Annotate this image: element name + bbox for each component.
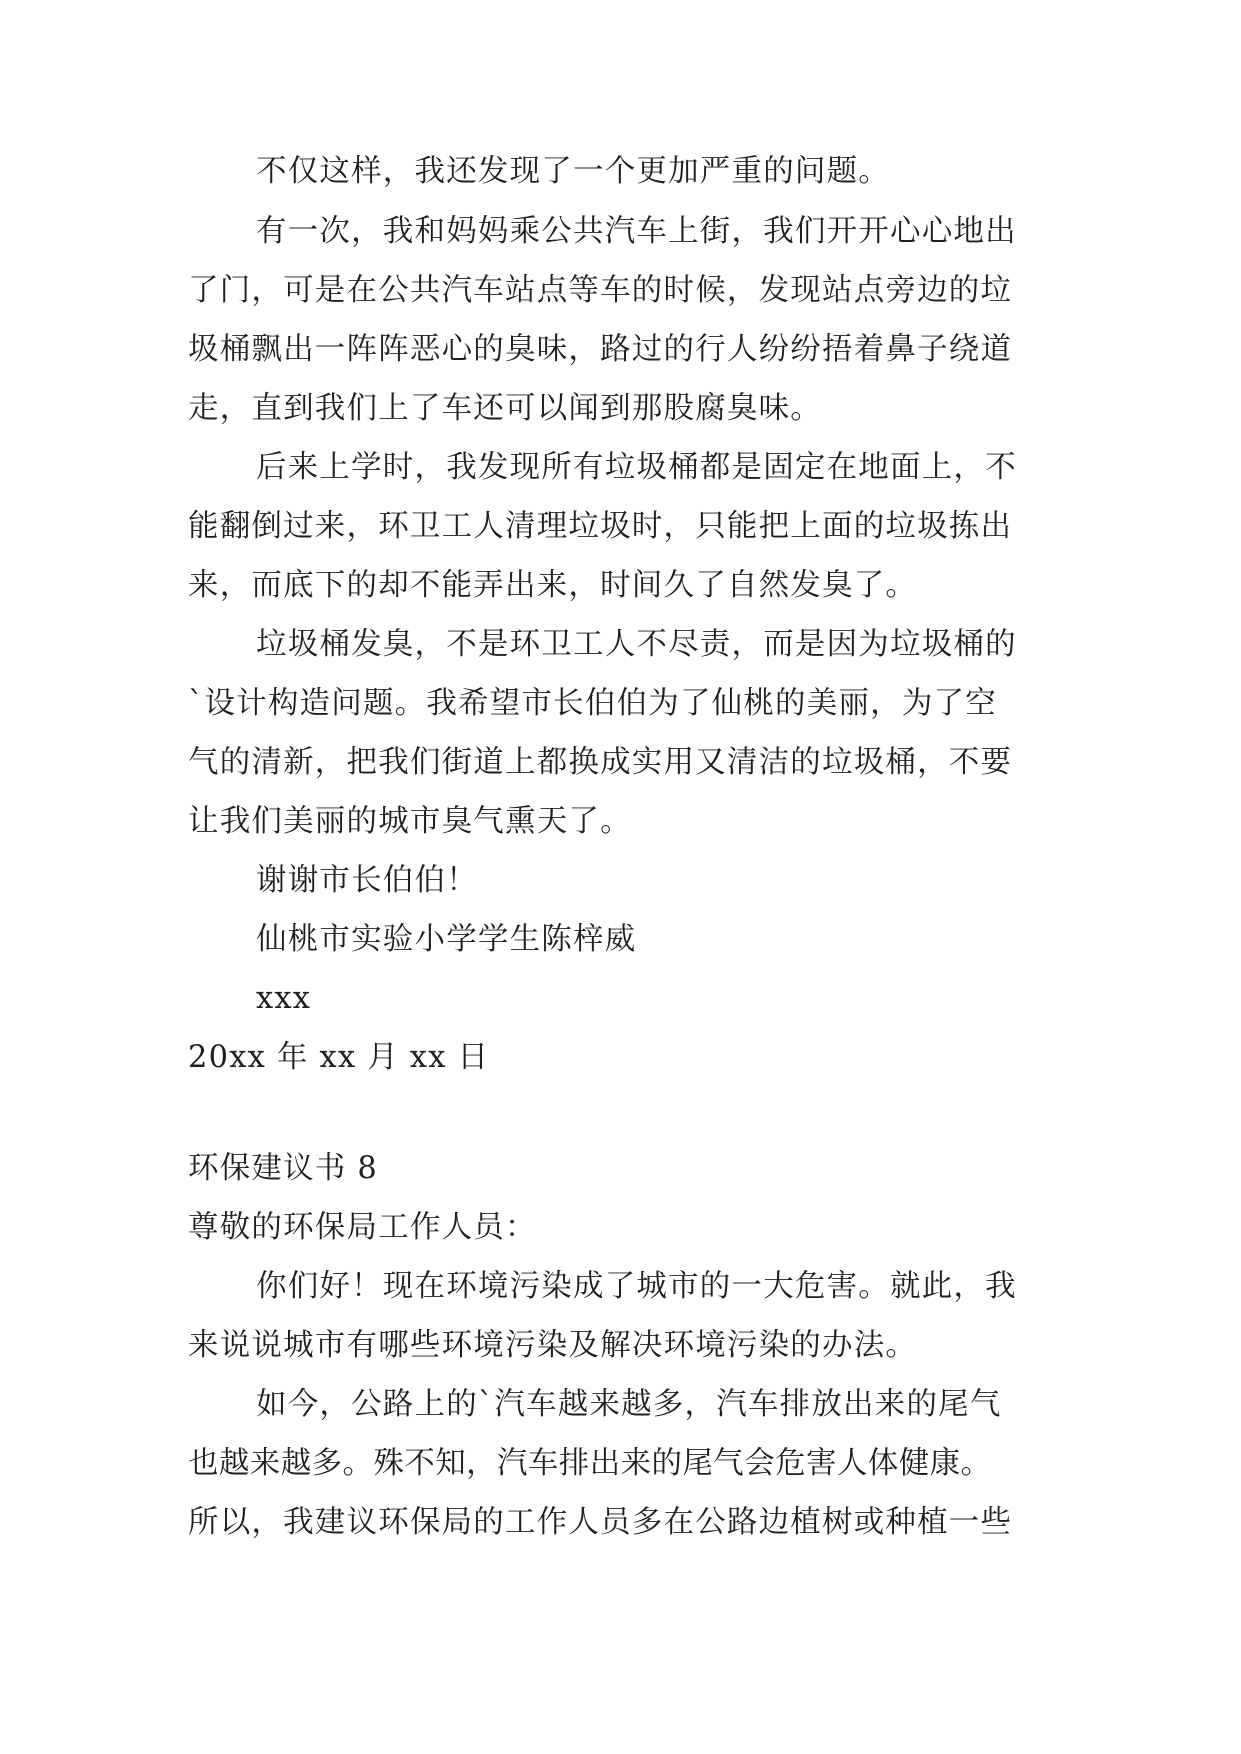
text-line: 有一次，我和妈妈乘公共汽车上街，我们开开心心地出	[256, 214, 1017, 249]
signature-line: 仙桃市实验小学学生陈梓威	[256, 922, 637, 957]
date-line: 20xx 年 xx 月 xx 日	[188, 1040, 490, 1075]
text-line: `设计构造问题。我希望市长伯伯为了仙桃的美丽，为了空	[188, 686, 997, 721]
text-line: 圾桶飘出一阵阵恶心的臭味，路过的行人纷纷捂着鼻子绕道	[188, 332, 1013, 367]
signature-name: xxx	[256, 981, 312, 1016]
closing-thanks: 谢谢市长伯伯！	[256, 863, 478, 898]
text-line: 走，直到我们上了车还可以闻到那股腐臭味。	[188, 391, 822, 426]
text-line: 不仅这样，我还发现了一个更加严重的问题。	[256, 154, 890, 189]
text-line: 垃圾桶发臭，不是环卫工人不尽责，而是因为垃圾桶的	[256, 627, 1017, 662]
text-line: 如今，公路上的`汽车越来越多，汽车排放出来的尾气	[256, 1387, 1002, 1422]
text-line: 后来上学时，我发现所有垃圾桶都是固定在地面上，不	[256, 450, 1017, 485]
text-line: 你们好！现在环境污染成了城市的一大危害。就此，我	[256, 1269, 1017, 1304]
text-line: 也越来越多。殊不知，汽车排出来的尾气会危害人体健康。	[188, 1446, 992, 1481]
text-line: 让我们美丽的城市臭气熏天了。	[188, 804, 632, 839]
text-line: 能翻倒过来，环卫工人清理垃圾时，只能把上面的垃圾拣出	[188, 509, 1013, 544]
text-line: 了门，可是在公共汽车站点等车的时候，发现站点旁边的垃	[188, 273, 1013, 308]
salutation: 尊敬的环保局工作人员：	[188, 1210, 537, 1245]
text-line: 所以，我建议环保局的工作人员多在公路边植树或种植一些	[188, 1505, 1013, 1540]
text-line: 来说说城市有哪些环境污染及解决环境污染的办法。	[188, 1328, 918, 1363]
section-title: 环保建议书 8	[188, 1151, 378, 1186]
text-line: 气的清新，把我们街道上都换成实用又清洁的垃圾桶，不要	[188, 745, 1013, 780]
text-line: 来，而底下的却不能弄出来，时间久了自然发臭了。	[188, 568, 918, 603]
